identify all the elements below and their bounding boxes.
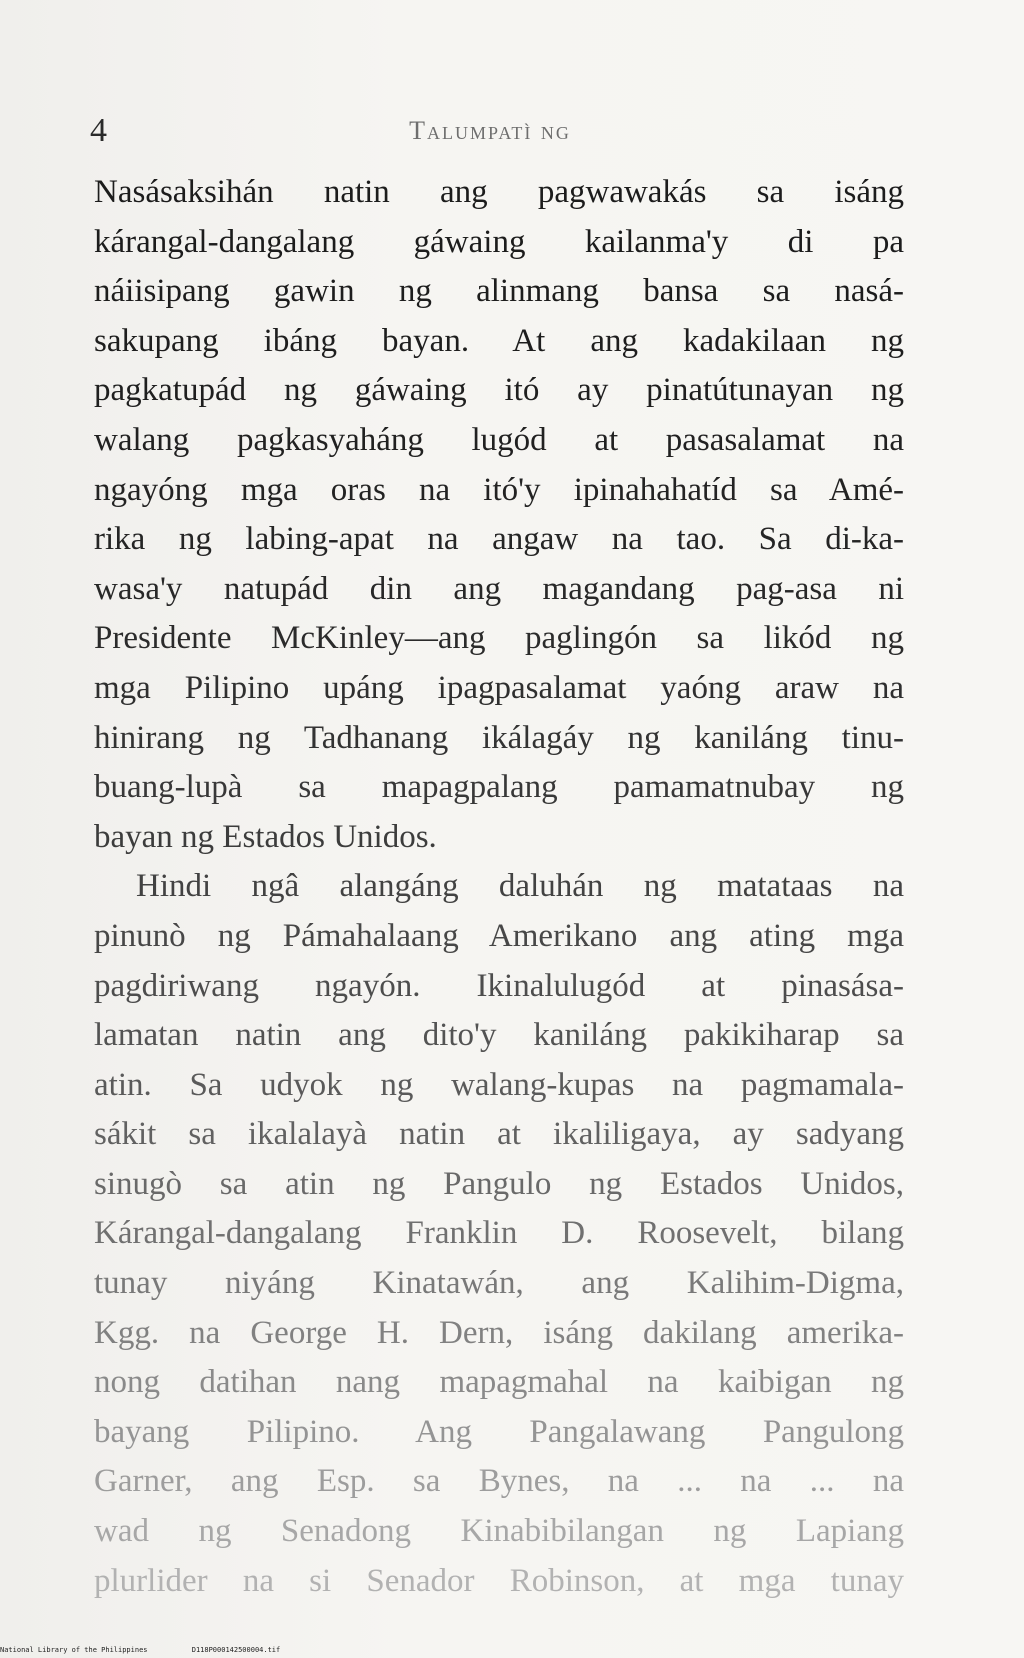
text-line: sákit sa ikalalayà natin at ikaliligaya, ay sadyang xyxy=(94,1116,904,1153)
text-line: kárangal-dangalang gáwaing kailanma'y di pa xyxy=(94,223,904,260)
text-line: ngayóng mga oras na itó'y ipinahahatíd sa Amé- xyxy=(94,471,904,508)
running-head xyxy=(90,112,930,162)
text-line: Kgg. na George H. Dern, isáng dakilang amerika- xyxy=(94,1314,904,1351)
paragraph-2 xyxy=(94,862,904,1606)
text-line: sinugò sa atin ng Pangulo ng Estados Unidos, xyxy=(94,1165,904,1202)
running-title: Talumpatì ng xyxy=(409,116,571,145)
paragraph-1 xyxy=(94,168,904,862)
text-line: Kárangal-dangalang Franklin D. Roosevelt, bilang xyxy=(94,1215,904,1252)
text-line: plurlider na si Senador Robinson, at mga tunay xyxy=(94,1562,904,1599)
scan-footer xyxy=(0,1646,400,1654)
body-text xyxy=(94,168,904,1606)
text-line: bayan ng Estados Unidos. xyxy=(94,818,437,855)
text-line: wad ng Senadong Kinabibilangan ng Lapiang xyxy=(94,1513,904,1550)
text-line: nong datihan nang mapagmahal na kaibigan ng xyxy=(94,1364,904,1401)
text-line: pagkatupád ng gáwaing itó ay pinatútunayan ng xyxy=(94,372,904,409)
library-credit: National Library of the Philippines xyxy=(0,1646,148,1654)
page-number: 4 xyxy=(90,112,107,149)
text-line: walang pagkasyaháng lugód at pasasalamat na xyxy=(94,421,904,458)
text-line: Hindi ngâ alangáng daluhán ng matataas na xyxy=(136,868,904,905)
text-line: Presidente McKinley—ang paglingón sa likód ng xyxy=(94,620,904,657)
text-line: hinirang ng Tadhanang ikálagáy ng kaniláng tinu- xyxy=(94,719,904,756)
text-line: sakupang ibáng bayan. At ang kadakilaan ng xyxy=(94,322,904,359)
text-line: rika ng labing-apat na angaw na tao. Sa di-ka- xyxy=(94,521,904,558)
text-line: Nasásaksihán natin ang pagwawakás sa isáng xyxy=(94,174,904,210)
text-line: wasa'y natupád din ang magandang pag-asa ni xyxy=(94,570,904,607)
file-name: D118P000142500004.tif xyxy=(191,1646,281,1654)
text-line: tunay niyáng Kinatawán, ang Kalihim-Digma, xyxy=(94,1265,904,1302)
text-line: náiisipang gawin ng alinmang bansa sa nasá- xyxy=(94,273,904,310)
text-line: atin. Sa udyok ng walang-kupas na pagmamala- xyxy=(94,1066,904,1103)
text-line: mga Pilipino upáng ipagpasalamat yaóng araw na xyxy=(94,669,904,706)
text-line: Garner, ang Esp. sa Bynes, na ... na ... na xyxy=(94,1463,904,1500)
text-line: buang-lupà sa mapagpalang pamamatnubay ng xyxy=(94,769,904,806)
text-line: bayang Pilipino. Ang Pangalawang Pangulong xyxy=(94,1413,904,1450)
text-line: pinunò ng Pámahalaang Amerikano ang ating mga xyxy=(94,917,904,954)
text-line: pagdiriwang ngayón. Ikinalulugód at pinasása- xyxy=(94,967,904,1004)
text-line: lamatan natin ang dito'y kaniláng pakikiharap sa xyxy=(94,1017,904,1054)
